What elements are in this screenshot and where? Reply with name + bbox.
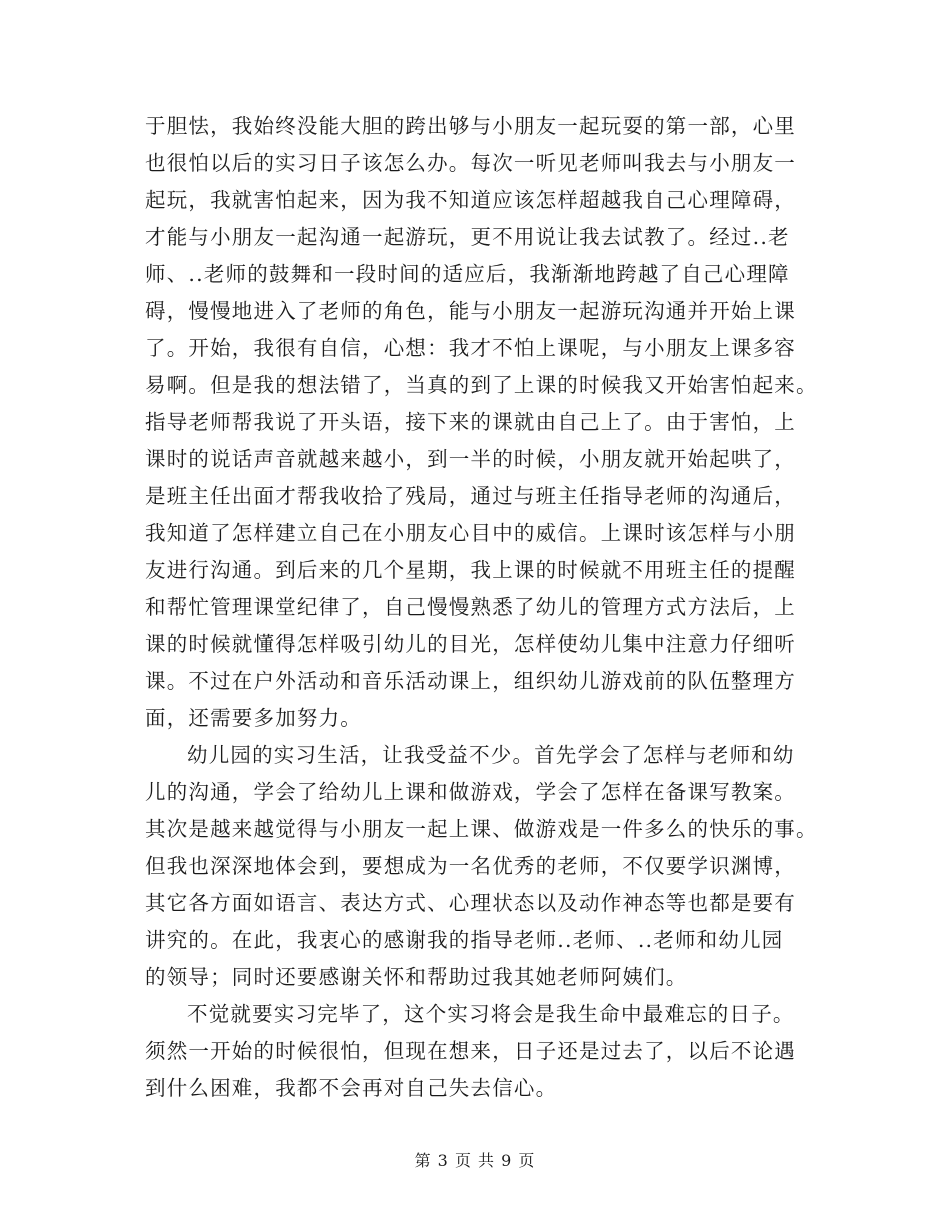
text-line: 其它各方面如语言、表达方式、心理状态以及动作神态等也都是要有 xyxy=(145,891,796,915)
paragraph-first-line: 幼儿园的实习生活，让我受益不少。首先学会了怎样与老师和幼 xyxy=(187,743,795,767)
text-line: 课。不过在户外活动和音乐活动课上，组织幼儿游戏前的队伍整理方 xyxy=(145,669,796,693)
text-line: 但我也深深地体会到，要想成为一名优秀的老师，不仅要学识渊博， xyxy=(145,854,796,878)
text-line: 也很怕以后的实习日子该怎么办。每次一听见老师叫我去与小朋友一 xyxy=(145,151,796,175)
text-line: 到什么困难，我都不会再对自己失去信心。 xyxy=(145,1076,558,1100)
text-line: 碍，慢慢地进入了老师的角色，能与小朋友一起游玩沟通并开始上课 xyxy=(145,299,796,323)
text-line: 课时的说话声音就越来越小，到一半的时候，小朋友就开始起哄了， xyxy=(145,447,796,471)
text-line: 是班主任出面才帮我收拾了残局，通过与班主任指导老师的沟通后， xyxy=(145,484,796,508)
text-line: 师、..老师的鼓舞和一段时间的适应后，我渐渐地跨越了自己心理障 xyxy=(145,262,790,286)
text-line: 我知道了怎样建立自己在小朋友心目中的威信。上课时该怎样与小朋 xyxy=(145,521,796,545)
text-line: 儿的沟通，学会了给幼儿上课和做游戏，学会了怎样在备课写教案。 xyxy=(145,780,796,804)
text-line: 易啊。但是我的想法错了，当真的到了上课的时候我又开始害怕起来。 xyxy=(145,373,818,397)
text-line: 的领导；同时还要感谢关怀和帮助过我其她老师阿姨们。 xyxy=(145,965,688,989)
paragraph-first-line: 不觉就要实习完毕了，这个实习将会是我生命中最难忘的日子。 xyxy=(187,1002,795,1026)
page-footer xyxy=(0,1148,950,1171)
text-line: 课的时候就懂得怎样吸引幼儿的目光，怎样使幼儿集中注意力仔细听 xyxy=(145,632,796,656)
text-line: 起玩，我就害怕起来，因为我不知道应该怎样超越我自己心理障碍， xyxy=(145,188,796,212)
text-line: 于胆怯，我始终没能大胆的跨出够与小朋友一起玩耍的第一部，心里 xyxy=(145,114,796,138)
text-line: 和帮忙管理课堂纪律了，自己慢慢熟悉了幼儿的管理方式方法后，上 xyxy=(145,595,796,619)
text-line: 面，还需要多加努力。 xyxy=(145,706,362,730)
text-line: 讲究的。在此，我衷心的感谢我的指导老师..老师、..老师和幼儿园 xyxy=(145,928,784,952)
text-line: 才能与小朋友一起沟通一起游玩，更不用说让我去试教了。经过..老 xyxy=(145,225,790,249)
text-line: 须然一开始的时候很怕，但现在想来，日子还是过去了，以后不论遇 xyxy=(145,1039,796,1063)
text-line: 了。开始，我很有自信，心想：我才不怕上课呢，与小朋友上课多容 xyxy=(145,336,796,360)
text-line: 其次是越来越觉得与小朋友一起上课、做游戏是一件多么的快乐的事。 xyxy=(145,817,818,841)
page-number: 第 3 页 共 9 页 xyxy=(414,1151,536,1170)
text-line: 友进行沟通。到后来的几个星期，我上课的时候就不用班主任的提醒 xyxy=(145,558,796,582)
text-line: 指导老师帮我说了开头语，接下来的课就由自己上了。由于害怕，上 xyxy=(145,410,796,434)
